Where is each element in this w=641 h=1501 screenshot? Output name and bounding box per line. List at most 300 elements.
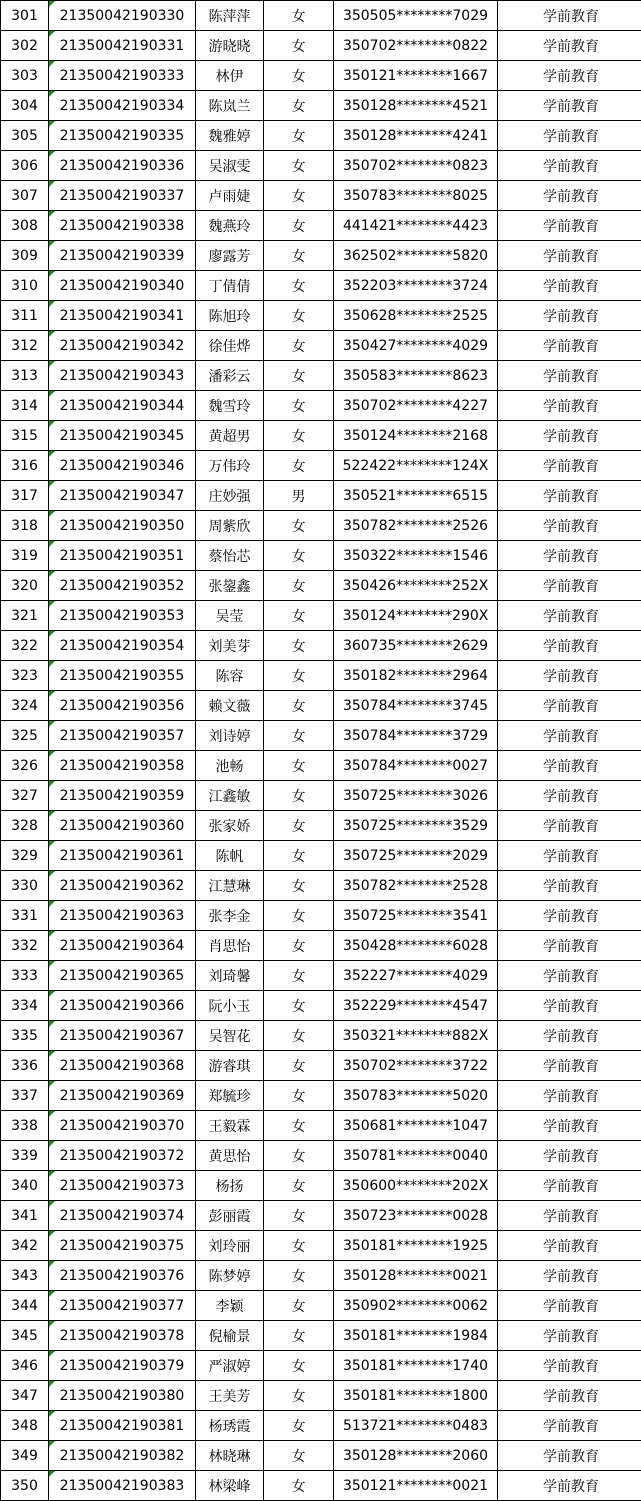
row-number-cell: 326 — [1, 751, 49, 781]
gender-cell: 女 — [264, 1441, 334, 1471]
row-number-cell: 320 — [1, 571, 49, 601]
major-cell: 学前教育 — [498, 1441, 641, 1471]
gender-cell: 女 — [264, 631, 334, 661]
major-cell: 学前教育 — [498, 1231, 641, 1261]
student-name-cell: 林伊 — [196, 61, 264, 91]
id-card-cell: 360735********2629 — [334, 631, 498, 661]
row-number-cell: 333 — [1, 961, 49, 991]
table-row — [1, 361, 641, 391]
table-row — [1, 1081, 641, 1111]
major-cell: 学前教育 — [498, 1261, 641, 1291]
row-number-cell: 343 — [1, 1261, 49, 1291]
row-number-cell: 325 — [1, 721, 49, 751]
student-id-cell: 21350042190353 — [49, 601, 196, 631]
student-name-cell: 潘彩云 — [196, 361, 264, 391]
row-number-cell: 339 — [1, 1141, 49, 1171]
student-id-cell: 21350042190338 — [49, 211, 196, 241]
major-cell: 学前教育 — [498, 1381, 641, 1411]
row-number-cell: 309 — [1, 241, 49, 271]
id-card-cell: 350702********0823 — [334, 151, 498, 181]
student-name-cell: 吴莹 — [196, 601, 264, 631]
row-number-cell: 347 — [1, 1381, 49, 1411]
student-name-cell: 周紫欣 — [196, 511, 264, 541]
student-id-cell: 21350042190333 — [49, 61, 196, 91]
id-card-cell: 350781********0040 — [334, 1141, 498, 1171]
table-row — [1, 421, 641, 451]
student-name-cell: 张李金 — [196, 901, 264, 931]
id-card-cell: 350124********290X — [334, 601, 498, 631]
student-id-cell: 21350042190357 — [49, 721, 196, 751]
major-cell: 学前教育 — [498, 1291, 641, 1321]
id-card-cell: 350128********0021 — [334, 1261, 498, 1291]
major-cell: 学前教育 — [498, 151, 641, 181]
gender-cell: 女 — [264, 1381, 334, 1411]
table-row — [1, 751, 641, 781]
student-name-cell: 林晓琳 — [196, 1441, 264, 1471]
row-number-cell: 341 — [1, 1201, 49, 1231]
table-row — [1, 1381, 641, 1411]
id-card-cell: 350783********8025 — [334, 181, 498, 211]
major-cell: 学前教育 — [498, 1471, 641, 1501]
student-id-cell: 21350042190375 — [49, 1231, 196, 1261]
table-row — [1, 211, 641, 241]
id-card-cell: 350322********1546 — [334, 541, 498, 571]
student-id-cell: 21350042190376 — [49, 1261, 196, 1291]
major-cell: 学前教育 — [498, 541, 641, 571]
gender-cell: 女 — [264, 871, 334, 901]
gender-cell: 女 — [264, 1171, 334, 1201]
major-cell: 学前教育 — [498, 871, 641, 901]
id-card-cell: 350628********2525 — [334, 301, 498, 331]
gender-cell: 女 — [264, 361, 334, 391]
id-card-cell: 350902********0062 — [334, 1291, 498, 1321]
student-name-cell: 徐佳烨 — [196, 331, 264, 361]
gender-cell: 女 — [264, 31, 334, 61]
table-row — [1, 691, 641, 721]
gender-cell: 女 — [264, 241, 334, 271]
major-cell: 学前教育 — [498, 961, 641, 991]
major-cell: 学前教育 — [498, 301, 641, 331]
row-number-cell: 327 — [1, 781, 49, 811]
student-name-cell: 陈岚兰 — [196, 91, 264, 121]
major-cell: 学前教育 — [498, 781, 641, 811]
id-card-cell: 350725********3026 — [334, 781, 498, 811]
gender-cell: 女 — [264, 91, 334, 121]
gender-cell: 女 — [264, 1321, 334, 1351]
student-id-cell: 21350042190382 — [49, 1441, 196, 1471]
id-card-cell: 350725********3541 — [334, 901, 498, 931]
student-name-cell: 庄妙强 — [196, 481, 264, 511]
gender-cell: 女 — [264, 901, 334, 931]
table-row — [1, 271, 641, 301]
gender-cell: 女 — [264, 541, 334, 571]
gender-cell: 女 — [264, 301, 334, 331]
gender-cell: 女 — [264, 991, 334, 1021]
student-id-cell: 21350042190351 — [49, 541, 196, 571]
student-name-cell: 赖文薇 — [196, 691, 264, 721]
student-name-cell: 刘诗婷 — [196, 721, 264, 751]
table-row — [1, 721, 641, 751]
student-name-cell: 丁倩倩 — [196, 271, 264, 301]
gender-cell: 女 — [264, 391, 334, 421]
major-cell: 学前教育 — [498, 631, 641, 661]
student-name-cell: 阮小玉 — [196, 991, 264, 1021]
student-name-cell: 卢雨婕 — [196, 181, 264, 211]
gender-cell: 女 — [264, 811, 334, 841]
table-row — [1, 781, 641, 811]
table-row — [1, 1, 641, 31]
row-number-cell: 324 — [1, 691, 49, 721]
table-row — [1, 1171, 641, 1201]
gender-cell: 女 — [264, 571, 334, 601]
gender-cell: 女 — [264, 601, 334, 631]
student-name-cell: 陈容 — [196, 661, 264, 691]
row-number-cell: 328 — [1, 811, 49, 841]
row-number-cell: 318 — [1, 511, 49, 541]
row-number-cell: 315 — [1, 421, 49, 451]
roster-body — [1, 1, 641, 1501]
table-row — [1, 811, 641, 841]
row-number-cell: 305 — [1, 121, 49, 151]
student-name-cell: 刘琦馨 — [196, 961, 264, 991]
student-id-cell: 21350042190355 — [49, 661, 196, 691]
student-id-cell: 21350042190362 — [49, 871, 196, 901]
major-cell: 学前教育 — [498, 691, 641, 721]
major-cell: 学前教育 — [498, 31, 641, 61]
student-id-cell: 21350042190346 — [49, 451, 196, 481]
student-id-cell: 21350042190379 — [49, 1351, 196, 1381]
student-id-cell: 21350042190383 — [49, 1471, 196, 1501]
major-cell: 学前教育 — [498, 1351, 641, 1381]
student-name-cell: 吴智花 — [196, 1021, 264, 1051]
student-id-cell: 21350042190374 — [49, 1201, 196, 1231]
row-number-cell: 302 — [1, 31, 49, 61]
row-number-cell: 332 — [1, 931, 49, 961]
major-cell: 学前教育 — [498, 1171, 641, 1201]
row-number-cell: 314 — [1, 391, 49, 421]
row-number-cell: 304 — [1, 91, 49, 121]
id-card-cell: 350784********3745 — [334, 691, 498, 721]
major-cell: 学前教育 — [498, 91, 641, 121]
table-row — [1, 1321, 641, 1351]
gender-cell: 男 — [264, 481, 334, 511]
major-cell: 学前教育 — [498, 931, 641, 961]
student-name-cell: 黄超男 — [196, 421, 264, 451]
row-number-cell: 335 — [1, 1021, 49, 1051]
gender-cell: 女 — [264, 961, 334, 991]
student-id-cell: 21350042190370 — [49, 1111, 196, 1141]
student-name-cell: 林梁峰 — [196, 1471, 264, 1501]
row-number-cell: 350 — [1, 1471, 49, 1501]
gender-cell: 女 — [264, 151, 334, 181]
gender-cell: 女 — [264, 1471, 334, 1501]
gender-cell: 女 — [264, 1201, 334, 1231]
row-number-cell: 344 — [1, 1291, 49, 1321]
student-id-cell: 21350042190330 — [49, 1, 196, 31]
major-cell: 学前教育 — [498, 61, 641, 91]
id-card-cell: 441421********4423 — [334, 211, 498, 241]
student-id-cell: 21350042190335 — [49, 121, 196, 151]
student-id-cell: 21350042190356 — [49, 691, 196, 721]
row-number-cell: 345 — [1, 1321, 49, 1351]
table-row — [1, 1411, 641, 1441]
student-name-cell: 黄思怡 — [196, 1141, 264, 1171]
gender-cell: 女 — [264, 781, 334, 811]
major-cell: 学前教育 — [498, 1321, 641, 1351]
student-id-cell: 21350042190363 — [49, 901, 196, 931]
table-row — [1, 661, 641, 691]
id-card-cell: 350725********3529 — [334, 811, 498, 841]
student-id-cell: 21350042190350 — [49, 511, 196, 541]
major-cell: 学前教育 — [498, 1111, 641, 1141]
student-id-cell: 21350042190364 — [49, 931, 196, 961]
id-card-cell: 350128********4241 — [334, 121, 498, 151]
student-name-cell: 肖思怡 — [196, 931, 264, 961]
table-row — [1, 451, 641, 481]
student-name-cell: 张鋆鑫 — [196, 571, 264, 601]
gender-cell: 女 — [264, 1081, 334, 1111]
id-card-cell: 350725********2029 — [334, 841, 498, 871]
gender-cell: 女 — [264, 511, 334, 541]
table-row — [1, 301, 641, 331]
major-cell: 学前教育 — [498, 991, 641, 1021]
id-card-cell: 362502********5820 — [334, 241, 498, 271]
gender-cell: 女 — [264, 61, 334, 91]
id-card-cell: 350782********2528 — [334, 871, 498, 901]
table-row — [1, 121, 641, 151]
student-id-cell: 21350042190345 — [49, 421, 196, 451]
major-cell: 学前教育 — [498, 811, 641, 841]
student-name-cell: 郑毓珍 — [196, 1081, 264, 1111]
major-cell: 学前教育 — [498, 751, 641, 781]
id-card-cell: 350128********2060 — [334, 1441, 498, 1471]
student-name-cell: 万伟玲 — [196, 451, 264, 481]
gender-cell: 女 — [264, 331, 334, 361]
row-number-cell: 316 — [1, 451, 49, 481]
table-row — [1, 511, 641, 541]
id-card-cell: 350723********0028 — [334, 1201, 498, 1231]
id-card-cell: 350181********1740 — [334, 1351, 498, 1381]
id-card-cell: 350600********202X — [334, 1171, 498, 1201]
student-id-cell: 21350042190343 — [49, 361, 196, 391]
id-card-cell: 350428********6028 — [334, 931, 498, 961]
row-number-cell: 307 — [1, 181, 49, 211]
table-row — [1, 541, 641, 571]
gender-cell: 女 — [264, 1111, 334, 1141]
major-cell: 学前教育 — [498, 721, 641, 751]
row-number-cell: 321 — [1, 601, 49, 631]
major-cell: 学前教育 — [498, 1021, 641, 1051]
row-number-cell: 303 — [1, 61, 49, 91]
student-id-cell: 21350042190334 — [49, 91, 196, 121]
student-name-cell: 陈梦婷 — [196, 1261, 264, 1291]
table-row — [1, 631, 641, 661]
student-id-cell: 21350042190331 — [49, 31, 196, 61]
id-card-cell: 350181********1800 — [334, 1381, 498, 1411]
student-name-cell: 蔡怡芯 — [196, 541, 264, 571]
id-card-cell: 350681********1047 — [334, 1111, 498, 1141]
row-number-cell: 346 — [1, 1351, 49, 1381]
gender-cell: 女 — [264, 1351, 334, 1381]
student-id-cell: 21350042190369 — [49, 1081, 196, 1111]
row-number-cell: 331 — [1, 901, 49, 931]
student-name-cell: 廖露芳 — [196, 241, 264, 271]
major-cell: 学前教育 — [498, 901, 641, 931]
row-number-cell: 310 — [1, 271, 49, 301]
id-card-cell: 350128********4521 — [334, 91, 498, 121]
id-card-cell: 350121********0021 — [334, 1471, 498, 1501]
table-row — [1, 391, 641, 421]
student-id-cell: 21350042190361 — [49, 841, 196, 871]
id-card-cell: 350521********6515 — [334, 481, 498, 511]
id-card-cell: 350702********4227 — [334, 391, 498, 421]
table-row — [1, 1111, 641, 1141]
gender-cell: 女 — [264, 1051, 334, 1081]
table-row — [1, 241, 641, 271]
gender-cell: 女 — [264, 1141, 334, 1171]
table-row — [1, 1201, 641, 1231]
row-number-cell: 338 — [1, 1111, 49, 1141]
gender-cell: 女 — [264, 841, 334, 871]
student-id-cell: 21350042190372 — [49, 1141, 196, 1171]
row-number-cell: 317 — [1, 481, 49, 511]
student-name-cell: 倪榆景 — [196, 1321, 264, 1351]
student-name-cell: 吴淑雯 — [196, 151, 264, 181]
major-cell: 学前教育 — [498, 481, 641, 511]
id-card-cell: 350702********0822 — [334, 31, 498, 61]
table-row — [1, 31, 641, 61]
major-cell: 学前教育 — [498, 121, 641, 151]
table-row — [1, 841, 641, 871]
row-number-cell: 340 — [1, 1171, 49, 1201]
student-name-cell: 游睿琪 — [196, 1051, 264, 1081]
major-cell: 学前教育 — [498, 451, 641, 481]
major-cell: 学前教育 — [498, 1051, 641, 1081]
student-name-cell: 彭丽霞 — [196, 1201, 264, 1231]
major-cell: 学前教育 — [498, 601, 641, 631]
gender-cell: 女 — [264, 1231, 334, 1261]
major-cell: 学前教育 — [498, 1081, 641, 1111]
table-row — [1, 991, 641, 1021]
row-number-cell: 312 — [1, 331, 49, 361]
major-cell: 学前教育 — [498, 271, 641, 301]
table-row — [1, 1231, 641, 1261]
gender-cell: 女 — [264, 661, 334, 691]
id-card-cell: 350782********2526 — [334, 511, 498, 541]
gender-cell: 女 — [264, 691, 334, 721]
gender-cell: 女 — [264, 1, 334, 31]
student-id-cell: 21350042190377 — [49, 1291, 196, 1321]
id-card-cell: 350181********1925 — [334, 1231, 498, 1261]
id-card-cell: 350702********3722 — [334, 1051, 498, 1081]
student-name-cell: 魏雪玲 — [196, 391, 264, 421]
row-number-cell: 337 — [1, 1081, 49, 1111]
table-row — [1, 871, 641, 901]
table-row — [1, 151, 641, 181]
id-card-cell: 350505********7029 — [334, 1, 498, 31]
student-id-cell: 21350042190368 — [49, 1051, 196, 1081]
gender-cell: 女 — [264, 931, 334, 961]
student-name-cell: 陈旭玲 — [196, 301, 264, 331]
student-name-cell: 杨琇霞 — [196, 1411, 264, 1441]
id-card-cell: 350181********1984 — [334, 1321, 498, 1351]
gender-cell: 女 — [264, 1411, 334, 1441]
student-id-cell: 21350042190336 — [49, 151, 196, 181]
row-number-cell: 336 — [1, 1051, 49, 1081]
student-name-cell: 游晓晓 — [196, 31, 264, 61]
row-number-cell: 329 — [1, 841, 49, 871]
student-name-cell: 王美芳 — [196, 1381, 264, 1411]
table-row — [1, 181, 641, 211]
student-name-cell: 李颖 — [196, 1291, 264, 1321]
student-name-cell: 刘玲丽 — [196, 1231, 264, 1261]
major-cell: 学前教育 — [498, 571, 641, 601]
gender-cell: 女 — [264, 421, 334, 451]
student-id-cell: 21350042190373 — [49, 1171, 196, 1201]
row-number-cell: 311 — [1, 301, 49, 331]
row-number-cell: 342 — [1, 1231, 49, 1261]
row-number-cell: 319 — [1, 541, 49, 571]
student-id-cell: 21350042190381 — [49, 1411, 196, 1441]
row-number-cell: 334 — [1, 991, 49, 1021]
row-number-cell: 323 — [1, 661, 49, 691]
gender-cell: 女 — [264, 451, 334, 481]
major-cell: 学前教育 — [498, 331, 641, 361]
student-name-cell: 杨扬 — [196, 1171, 264, 1201]
student-name-cell: 刘美芽 — [196, 631, 264, 661]
major-cell: 学前教育 — [498, 1411, 641, 1441]
gender-cell: 女 — [264, 721, 334, 751]
id-card-cell: 350321********882X — [334, 1021, 498, 1051]
student-name-cell: 严淑婷 — [196, 1351, 264, 1381]
student-name-cell: 江慧琳 — [196, 871, 264, 901]
major-cell: 学前教育 — [498, 421, 641, 451]
gender-cell: 女 — [264, 271, 334, 301]
major-cell: 学前教育 — [498, 391, 641, 421]
student-name-cell: 陈萍萍 — [196, 1, 264, 31]
gender-cell: 女 — [264, 751, 334, 781]
table-row — [1, 1291, 641, 1321]
table-row — [1, 1441, 641, 1471]
id-card-cell: 350783********5020 — [334, 1081, 498, 1111]
major-cell: 学前教育 — [498, 511, 641, 541]
gender-cell: 女 — [264, 1021, 334, 1051]
table-row — [1, 1051, 641, 1081]
major-cell: 学前教育 — [498, 1, 641, 31]
major-cell: 学前教育 — [498, 181, 641, 211]
student-id-cell: 21350042190344 — [49, 391, 196, 421]
student-name-cell: 魏燕玲 — [196, 211, 264, 241]
student-id-cell: 21350042190366 — [49, 991, 196, 1021]
id-card-cell: 350121********1667 — [334, 61, 498, 91]
table-row — [1, 1471, 641, 1501]
major-cell: 学前教育 — [498, 211, 641, 241]
student-id-cell: 21350042190360 — [49, 811, 196, 841]
row-number-cell: 349 — [1, 1441, 49, 1471]
id-card-cell: 350124********2168 — [334, 421, 498, 451]
table-row — [1, 1021, 641, 1051]
student-name-cell: 张家娇 — [196, 811, 264, 841]
id-card-cell: 352227********4029 — [334, 961, 498, 991]
gender-cell: 女 — [264, 1261, 334, 1291]
major-cell: 学前教育 — [498, 661, 641, 691]
table-row — [1, 1351, 641, 1381]
table-row — [1, 1261, 641, 1291]
student-id-cell: 21350042190342 — [49, 331, 196, 361]
row-number-cell: 330 — [1, 871, 49, 901]
table-row — [1, 1141, 641, 1171]
student-id-cell: 21350042190352 — [49, 571, 196, 601]
